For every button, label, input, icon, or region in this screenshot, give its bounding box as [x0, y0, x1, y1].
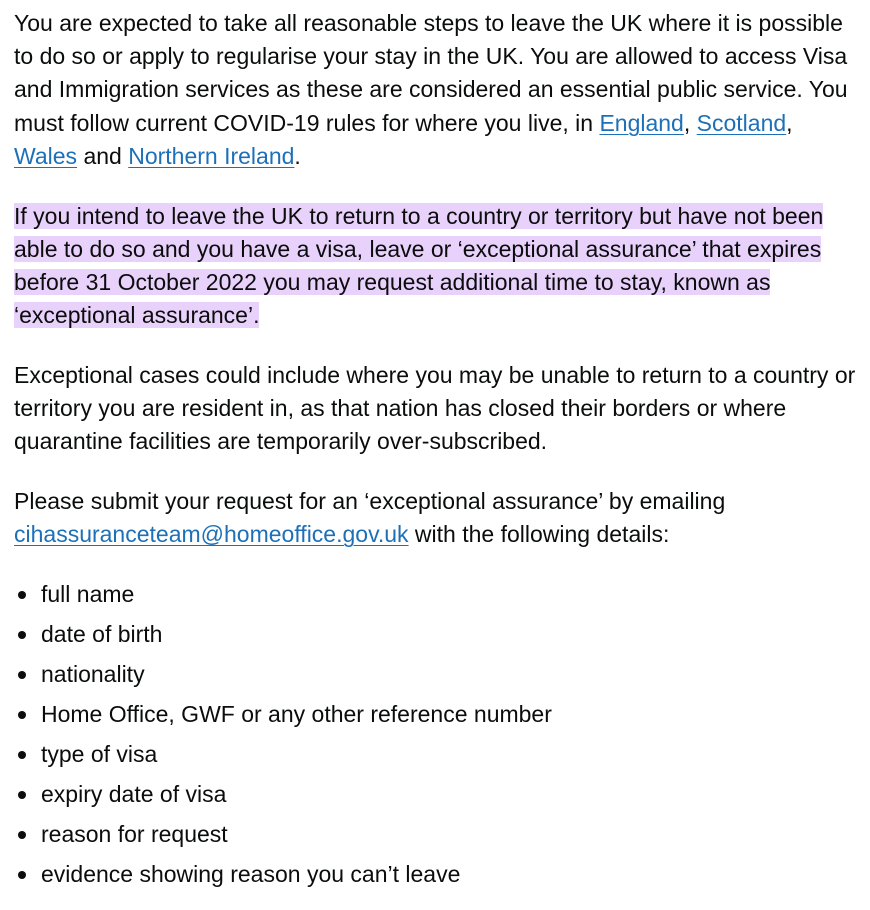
list-item	[14, 858, 856, 898]
bullet-icon	[18, 751, 26, 759]
england-link[interactable]: England	[599, 109, 684, 136]
bullet-icon	[18, 591, 26, 599]
covid-rules-text: You are expected to take all reasonable steps to leave the UK where it is possible to do so or apply to regularise your stay in the UK. You are allowed to access Visa and Immigration services as these are considered an essential public service. You must follow current COVID-19 rules for where you live, in	[14, 10, 848, 136]
list-item-text: type of visa	[41, 740, 158, 767]
submit-request-after-text: with the following details:	[408, 521, 670, 548]
list-item	[14, 658, 856, 698]
list-item-text: Home Office, GWF or any other reference number	[41, 700, 552, 727]
separator: ,	[683, 109, 697, 136]
list-item	[14, 778, 856, 818]
list-item	[14, 738, 856, 778]
separator: ,	[786, 109, 793, 136]
bullet-icon	[18, 671, 26, 679]
bullet-icon	[18, 711, 26, 719]
scotland-link[interactable]: Scotland	[696, 109, 787, 136]
list-item	[14, 578, 856, 618]
list-item-text: full name	[41, 580, 135, 607]
bullet-icon	[18, 791, 26, 799]
submit-request-paragraph	[14, 485, 856, 551]
submit-request-text: Please submit your request for an ‘exceptional assurance’ by emailing	[14, 487, 726, 514]
exceptional-assurance-paragraph	[14, 200, 856, 333]
list-item-text: evidence showing reason you can’t leave	[41, 860, 461, 887]
northern-ireland-link[interactable]: Northern Ireland	[128, 142, 295, 169]
bullet-icon	[18, 871, 26, 879]
highlighted-text: If you intend to leave the UK to return to a country or territory but have not been able to do so and you have a visa, leave or ‘exceptional assurance’ that expires before 31 October 2022 you may request additional time to stay, known as ‘exceptional assurance’.	[14, 202, 824, 329]
covid-rules-paragraph	[14, 7, 856, 173]
details-list	[14, 578, 856, 898]
bullet-icon	[18, 831, 26, 839]
list-item	[14, 618, 856, 658]
list-item-text: reason for request	[41, 820, 228, 847]
list-item-text: nationality	[41, 660, 145, 687]
wales-link[interactable]: Wales	[14, 142, 78, 169]
exceptional-cases-paragraph: Exceptional cases could include where you may be unable to return to a country or territory you are resident in, as that nation has closed their borders or where quarantine facilities are temporarily over-subscribed.	[14, 361, 856, 455]
email-link[interactable]: cihassuranceteam@homeoffice.gov.uk	[14, 521, 409, 548]
and-text: and	[77, 142, 129, 169]
list-item	[14, 818, 856, 858]
period: .	[294, 142, 301, 169]
bullet-icon	[18, 631, 26, 639]
list-item-text: expiry date of visa	[41, 780, 227, 807]
list-item-text: date of birth	[41, 620, 163, 647]
list-item	[14, 698, 856, 738]
